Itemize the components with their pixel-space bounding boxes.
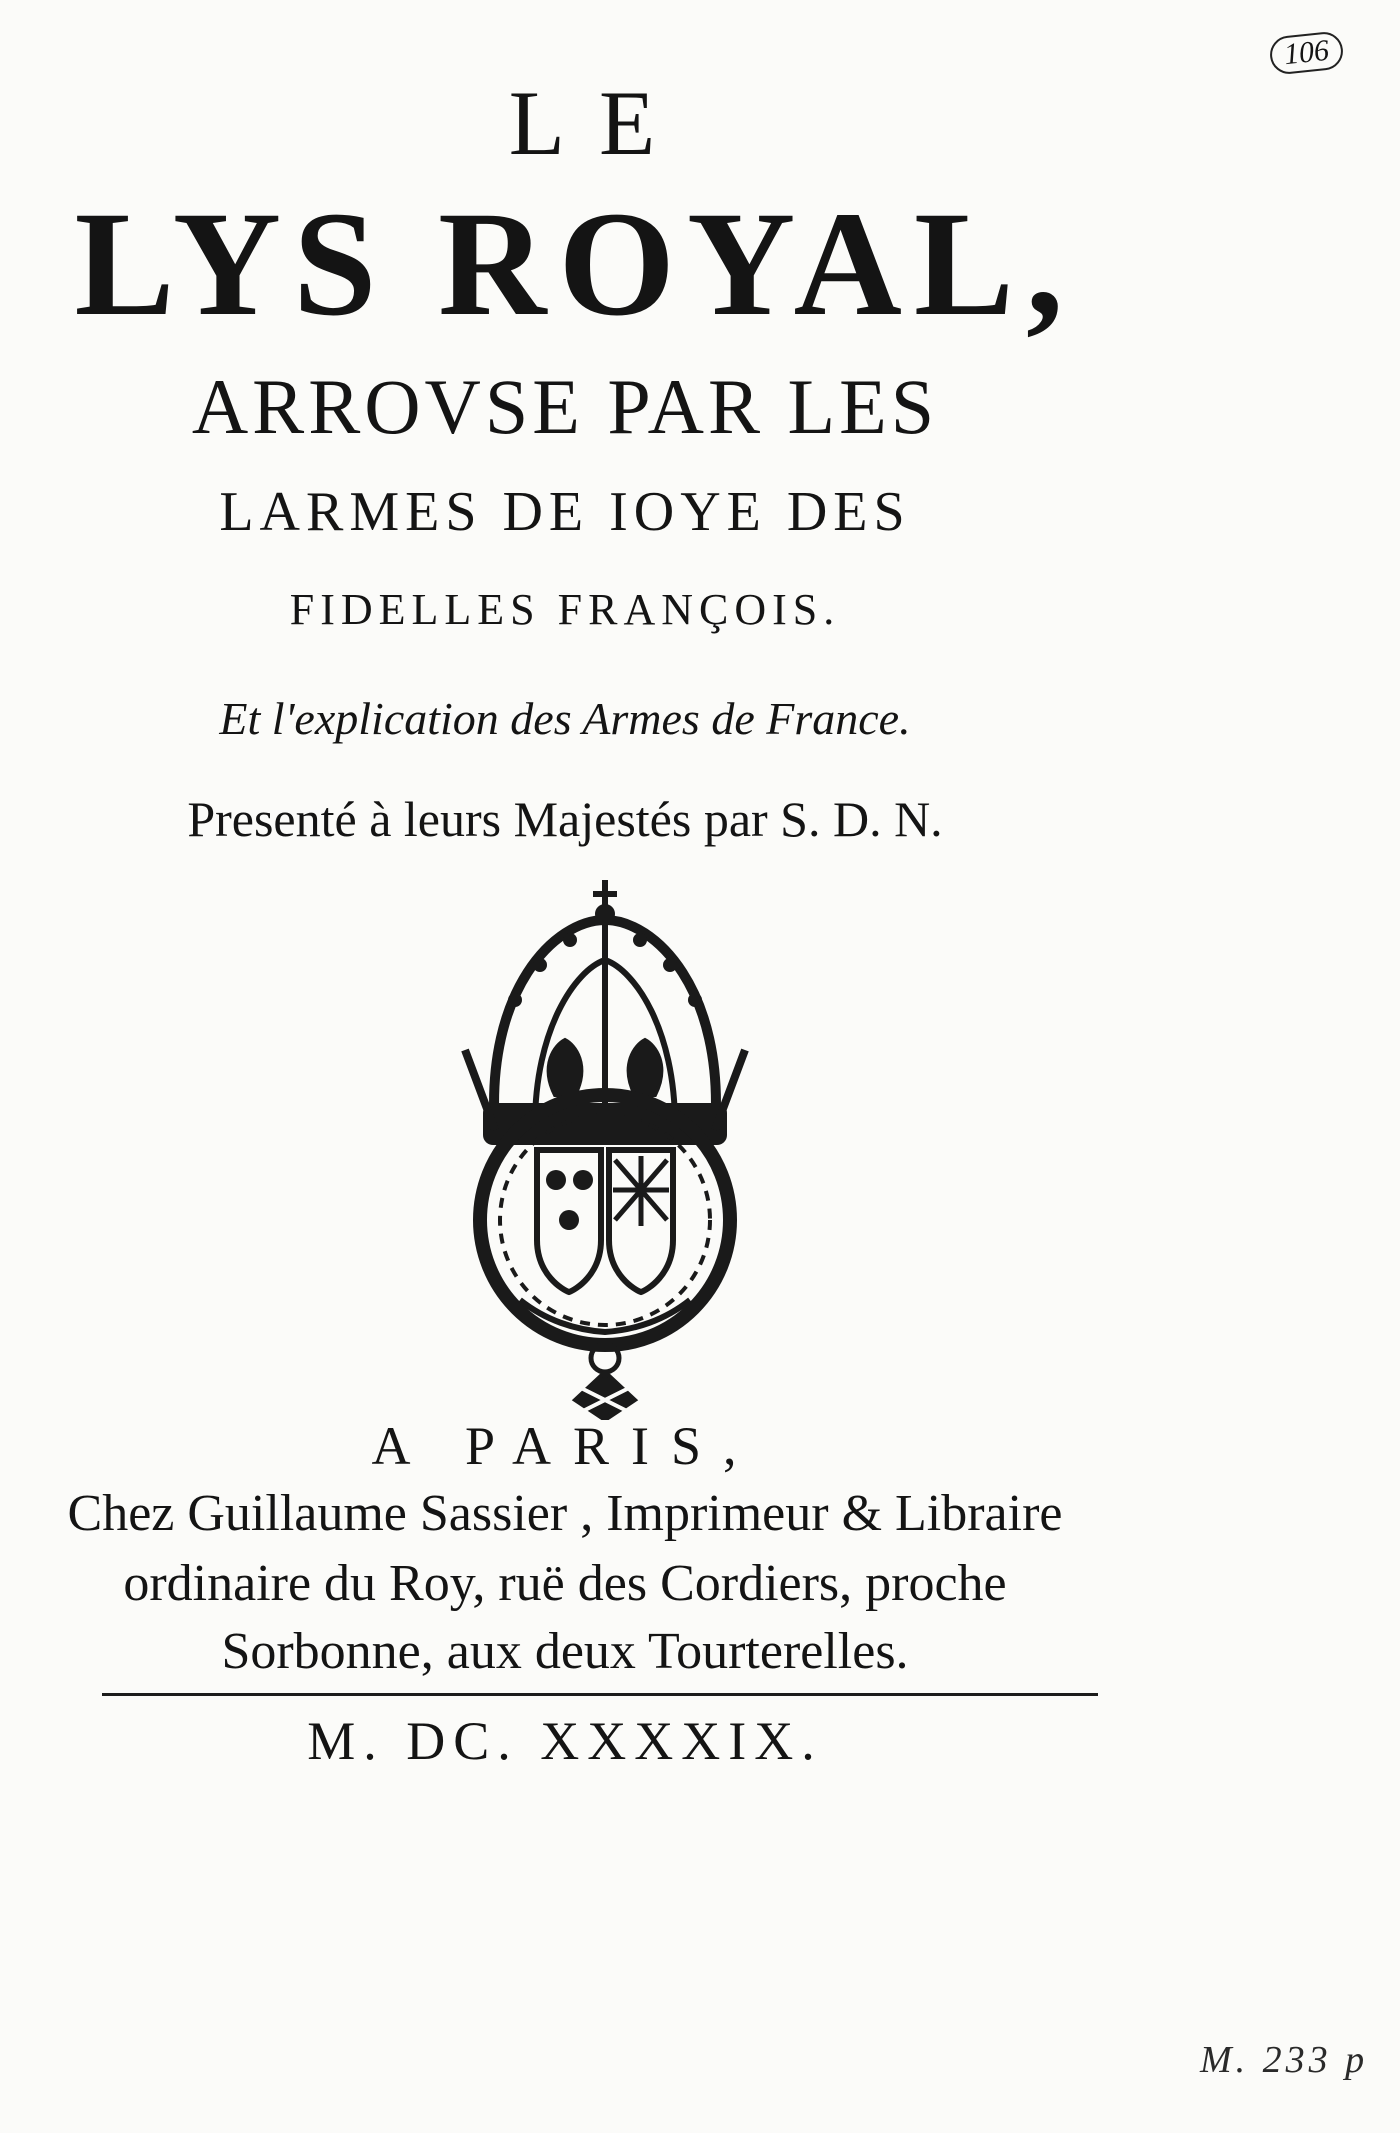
publication-year: M. DC. XXXXIX. [307, 1711, 823, 1771]
title-line-1: LE [508, 72, 690, 174]
imprint-place: A PARIS, [371, 1416, 759, 1476]
imprint-line-3: Sorbonne, aux deux Tourterelles. [221, 1623, 909, 1680]
royal-arms-crest-icon [425, 880, 785, 1420]
title-line-2: LYS ROYAL, [74, 181, 1076, 347]
presented-line: Presenté à leurs Majestés par S. D. N. [187, 791, 943, 847]
folio-number: 106 [1268, 30, 1345, 75]
subtitle-line-3: FIDELLES FRANÇOIS. [289, 585, 841, 634]
explanation-line: Et l'explication des Armes de France. [219, 693, 911, 744]
imprint-rule [102, 1693, 1098, 1696]
shelfmark: M. 233 p [1200, 2039, 1369, 2081]
subtitle-line-2: LARMES DE IOYE DES [219, 481, 911, 543]
subtitle-line-1: ARROVSE PAR LES [191, 363, 939, 450]
imprint-line-1: Chez Guillaume Sassier , Imprimeur & Libraire [67, 1485, 1063, 1542]
imprint-line-2: ordinaire du Roy, ruë des Cordiers, proche [123, 1555, 1007, 1612]
